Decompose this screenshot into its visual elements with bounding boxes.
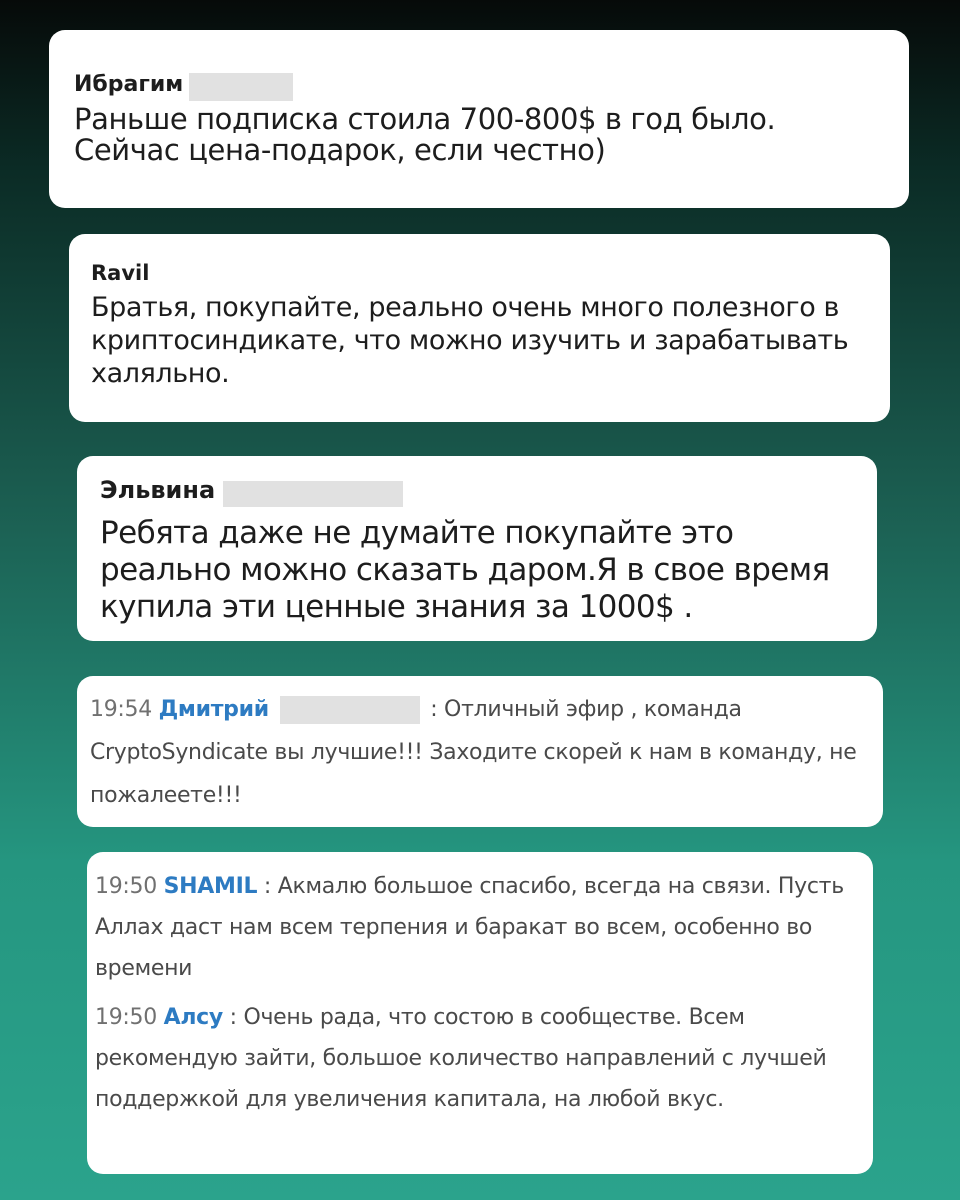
review-text: Братья, покупайте, реально очень много полезного в криптосиндикате, что можно изучить и зарабатывать халяльно. bbox=[91, 292, 849, 389]
review-card-ravil bbox=[69, 234, 890, 422]
review-text: Ребята даже не думайте покупайте это реально можно сказать даром.Я в свое время купила эти ценные знания за 1000$ . bbox=[100, 514, 830, 625]
redacted-surname bbox=[280, 696, 420, 724]
chat-message bbox=[95, 866, 859, 989]
message-author: SHAMIL bbox=[163, 874, 258, 899]
message-author: Дмитрий bbox=[158, 697, 269, 722]
message-time: 19:50 bbox=[95, 1005, 157, 1030]
review-header bbox=[100, 476, 867, 507]
review-header bbox=[91, 260, 870, 286]
redacted-surname bbox=[223, 481, 403, 507]
author-name: Ибрагим bbox=[74, 72, 184, 97]
review-text: Раньше подписка стоила 700-800$ в год было. Сейчас цена-подарок, если честно) bbox=[74, 101, 776, 167]
redacted-surname bbox=[189, 73, 293, 101]
chat-card-group bbox=[87, 852, 873, 1174]
author-name: Ravil bbox=[91, 261, 150, 285]
message-time: 19:54 bbox=[90, 697, 152, 722]
message-author: Алсу bbox=[163, 1005, 223, 1030]
author-name: Эльвина bbox=[100, 476, 216, 504]
review-card-elvina bbox=[77, 456, 877, 641]
message-text: : Очень рада, что состою в сообществе. Всем рекомендую зайти, большое количество направлений с лучшей поддержкой для увеличения капитала, на любой вкус. bbox=[95, 1005, 827, 1112]
chat-message bbox=[90, 688, 869, 817]
message-time: 19:50 bbox=[95, 874, 157, 899]
chat-message bbox=[95, 997, 859, 1120]
chat-card-dmitry bbox=[77, 676, 883, 827]
message-text: : Отличный эфир , команда CryptoSyndicate вы лучшие!!! Заходите скорей к нам в команду, не пожалеете!!! bbox=[90, 697, 857, 808]
review-card-ibragim bbox=[49, 30, 909, 208]
review-header bbox=[74, 72, 885, 101]
message-text: : Акмалю большое спасибо, всегда на связи. Пусть Аллах даст нам всем терпения и баракат во всем, особенно во времени bbox=[95, 874, 844, 981]
